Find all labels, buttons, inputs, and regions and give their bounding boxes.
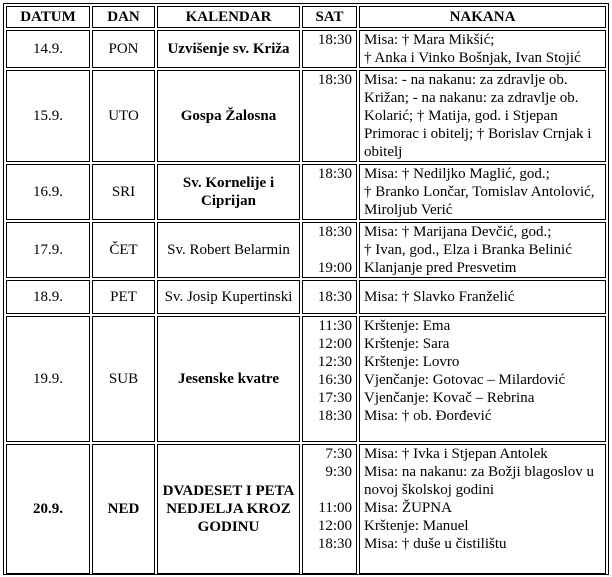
time-entry: 18:30 <box>317 536 352 552</box>
intention-cell <box>359 316 606 442</box>
intention-entry: Misa: † ob. Đorđević <box>364 408 492 424</box>
time-entry: 16:30 <box>317 372 352 388</box>
calendar-cell: Uzvišenje sv. Križa <box>157 30 300 68</box>
time-entry: 18:30 <box>317 72 352 88</box>
intention-entry: Misa: † Slavko Franželić <box>364 289 515 305</box>
table-row <box>6 70 606 162</box>
header-sat: SAT <box>302 6 357 28</box>
intention-entry: Krštenje: Manuel <box>364 518 469 534</box>
calendar-cell: DVADESET I PETA NEDJELJA KROZ GODINU <box>157 444 300 574</box>
intention-cell <box>359 280 606 314</box>
header-nakana: NAKANA <box>359 6 606 28</box>
day-cell: PON <box>92 30 155 68</box>
date-cell: 16.9. <box>6 164 90 220</box>
time-spacer <box>306 241 352 259</box>
time-cell <box>302 280 357 314</box>
calendar-cell: Sv. Kornelije i Ciprijan <box>157 164 300 220</box>
intention-entry: Misa: † Ivka i Stjepan Antolek <box>364 446 548 462</box>
table-row <box>6 280 606 314</box>
header-row <box>6 6 606 28</box>
time-cell <box>302 316 357 442</box>
intention-entry: † Ivan, god., Elza i Branka Belinić <box>364 242 572 258</box>
header-datum: DATUM <box>6 6 90 28</box>
day-cell: UTO <box>92 70 155 162</box>
day-cell: NED <box>92 444 155 574</box>
time-spacer <box>306 481 352 499</box>
date-cell: 18.9. <box>6 280 90 314</box>
time-entry: 7:30 <box>325 446 352 462</box>
intention-entry: Misa: † Mara Mikšić; <box>364 32 495 48</box>
intention-cell <box>359 444 606 574</box>
time-cell <box>302 30 357 68</box>
table-row <box>6 316 606 442</box>
time-cell <box>302 70 357 162</box>
intention-entry: Krštenje: Sara <box>364 336 450 352</box>
intention-entry: Misa: - na nakanu: za zdravlje ob. Križan; - na nakanu: za zdravlje ob. Kolarić; † Matija, god. i Stjepan Primorac i obitelj; † Borislav Crnjak i obitelj <box>364 72 592 160</box>
time-entry: 18:30 <box>317 289 352 305</box>
date-cell: 15.9. <box>6 70 90 162</box>
time-entry: 12:00 <box>317 336 352 352</box>
date-cell: 19.9. <box>6 316 90 442</box>
date-cell: 17.9. <box>6 222 90 278</box>
table-row <box>6 164 606 220</box>
calendar-cell: Sv. Josip Kupertinski <box>157 280 300 314</box>
time-entry: 11:00 <box>318 500 352 516</box>
header-kalendar: KALENDAR <box>157 6 300 28</box>
time-cell <box>302 222 357 278</box>
day-cell: PET <box>92 280 155 314</box>
intention-entry: Misa: † Nediljko Maglić, god.; <box>364 166 550 182</box>
intention-entry: Misa: † Marijana Devčić, god.; <box>364 224 552 240</box>
intention-cell <box>359 164 606 220</box>
calendar-cell: Sv. Robert Belarmin <box>157 222 300 278</box>
intention-entry: Vjenčanje: Kovač – Rebrina <box>364 390 535 406</box>
time-entry: 9:30 <box>325 464 352 480</box>
intention-entry: Vjenčanje: Gotovac – Milardović <box>364 372 566 388</box>
time-entry: 12:30 <box>317 354 352 370</box>
intention-entry: † Anka i Vinko Bošnjak, Ivan Stojić <box>364 50 581 66</box>
time-entry: 12:00 <box>317 518 352 534</box>
intention-cell <box>359 70 606 162</box>
intention-entry: Klanjanje pred Presvetim <box>364 260 517 276</box>
time-entry: 18:30 <box>317 32 352 48</box>
time-entry: 11:30 <box>318 318 352 334</box>
time-entry: 19:00 <box>317 260 352 276</box>
intention-entry: Krštenje: Lovro <box>364 354 460 370</box>
calendar-cell: Gospa Žalosna <box>157 70 300 162</box>
day-cell: SUB <box>92 316 155 442</box>
table-row <box>6 30 606 68</box>
intention-cell <box>359 222 606 278</box>
intention-entry: Krštenje: Ema <box>364 318 451 334</box>
day-cell: SRI <box>92 164 155 220</box>
time-entry: 17:30 <box>317 390 352 406</box>
time-entry: 18:30 <box>317 224 352 240</box>
date-cell: 20.9. <box>6 444 90 574</box>
time-entry: 18:30 <box>317 166 352 182</box>
time-entry: 18:30 <box>317 408 352 424</box>
intention-entry: Misa: ŽUPNA <box>364 500 452 516</box>
schedule-table <box>4 4 608 576</box>
table-row <box>6 444 606 574</box>
time-cell <box>302 444 357 574</box>
time-cell <box>302 164 357 220</box>
date-cell: 14.9. <box>6 30 90 68</box>
calendar-cell: Jesenske kvatre <box>157 316 300 442</box>
table-row <box>6 222 606 278</box>
day-cell: ČET <box>92 222 155 278</box>
intention-entry: † Branko Lončar, Tomislav Antolović, Miroljub Verić <box>364 184 595 218</box>
intention-entry: Misa: † duše u čistilištu <box>364 536 507 552</box>
intention-entry: Misa: na nakanu: za Božji blagoslov u novoj školskoj godini <box>364 464 594 498</box>
header-dan: DAN <box>92 6 155 28</box>
intention-cell <box>359 30 606 68</box>
schedule-frame <box>3 3 609 575</box>
